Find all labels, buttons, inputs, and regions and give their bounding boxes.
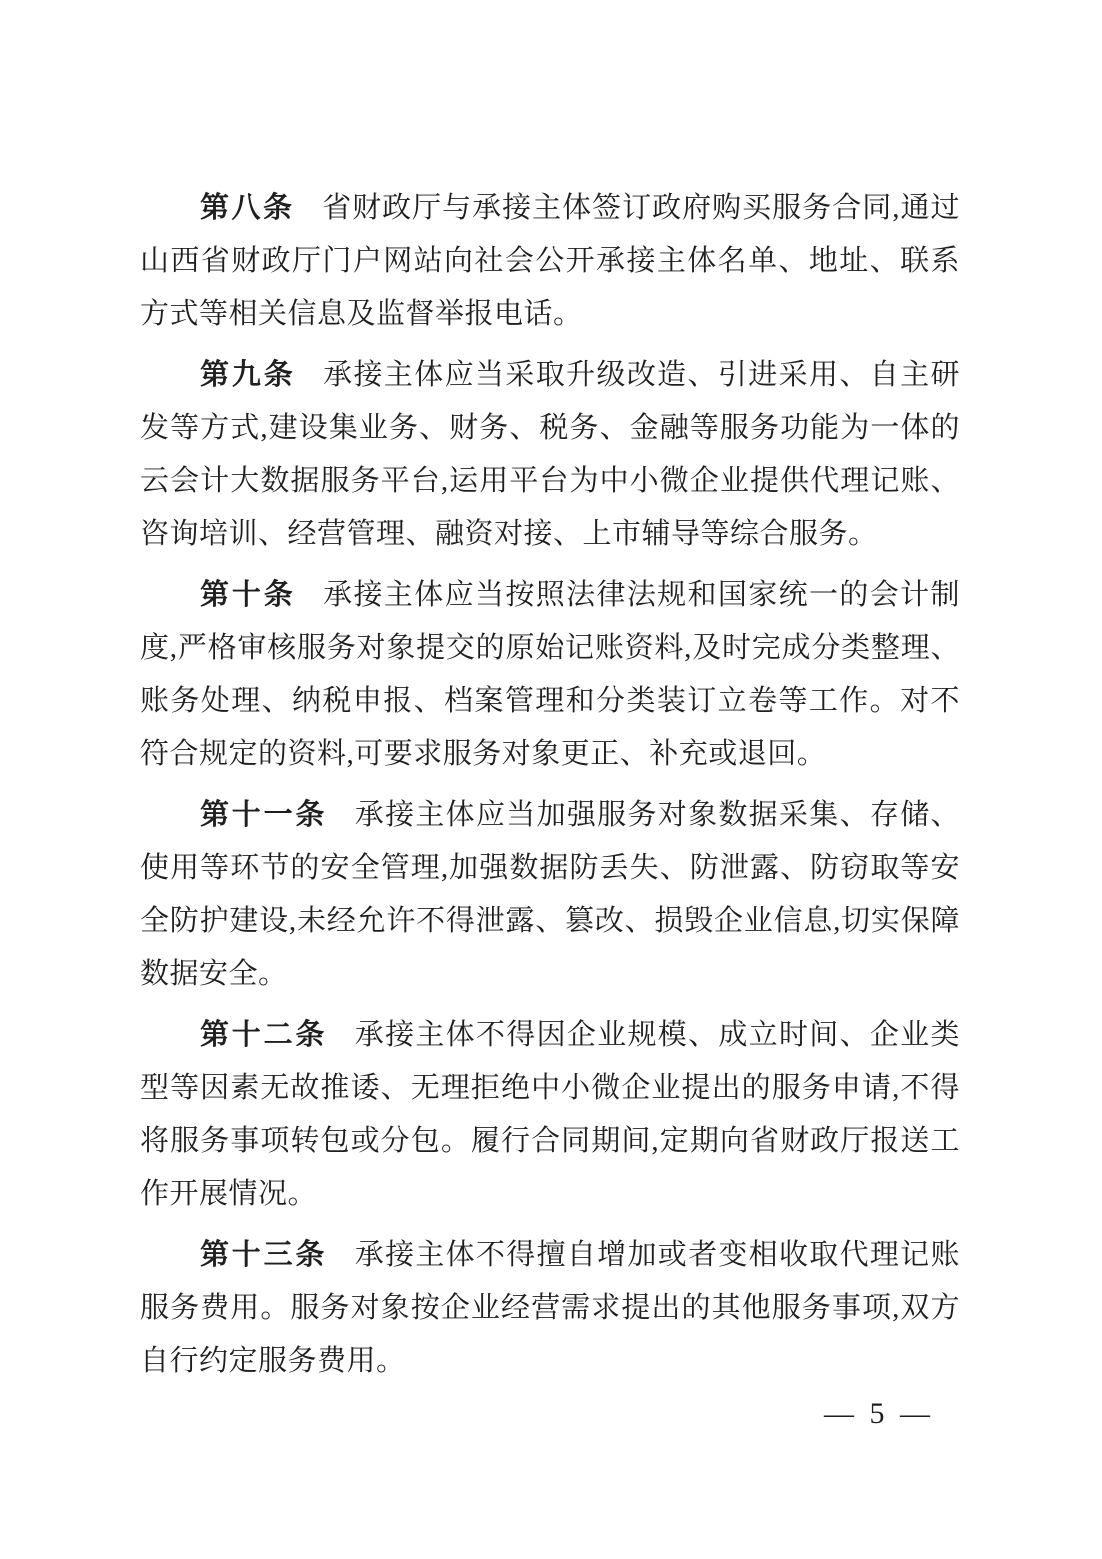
article-text: 省财政厅与承接主体签订政府购买服务合同,通过山西省财政厅门户网站向社会公开承接主体名单、地址、联系方式等相关信息及监督举报电话。 [140, 192, 960, 330]
article-text: 承接主体应当加强服务对象数据采集、存储、使用等环节的安全管理,加强数据防丢失、防泄露、防窃取等安全防护建设,未经允许不得泄露、篡改、损毁企业信息,切实保障数据安全。 [140, 799, 960, 990]
article-paragraph-10 [140, 569, 960, 781]
article-paragraph-13 [140, 1229, 960, 1388]
article-text: 承接主体应当按照法律法规和国家统一的会计制度,严格审核服务对象提交的原始记账资料,及时完成分类整理、账务处理、纳税申报、档案管理和分类装订立卷等工作。对不符合规定的资料,可要求服务对象更正、补充或退回。 [140, 579, 960, 770]
article-paragraph-8 [140, 182, 960, 341]
article-paragraph-12 [140, 1009, 960, 1221]
page-number: — 5 — [824, 1397, 934, 1430]
article-text: 承接主体不得擅自增加或者变相收取代理记账服务费用。服务对象按企业经营需求提出的其他服务事项,双方自行约定服务费用。 [140, 1239, 960, 1377]
document-body [140, 182, 960, 1396]
article-text: 承接主体应当采取升级改造、引进采用、自主研发等方式,建设集业务、财务、税务、金融等服务功能为一体的云会计大数据服务平台,运用平台为中小微企业提供代理记账、咨询培训、经营管理、融资对接、上市辅导等综合服务。 [140, 359, 960, 550]
article-paragraph-9 [140, 349, 960, 561]
article-paragraph-11 [140, 789, 960, 1001]
article-number: 第十三条 [200, 1239, 328, 1271]
article-number: 第十条 [200, 579, 296, 611]
article-number: 第十一条 [200, 799, 328, 831]
article-number: 第八条 [200, 192, 295, 224]
article-number: 第九条 [200, 359, 296, 391]
article-text: 承接主体不得因企业规模、成立时间、企业类型等因素无故推诿、无理拒绝中小微企业提出的服务申请,不得将服务事项转包或分包。履行合同期间,定期向省财政厅报送工作开展情况。 [140, 1019, 960, 1210]
article-number: 第十二条 [200, 1019, 328, 1051]
